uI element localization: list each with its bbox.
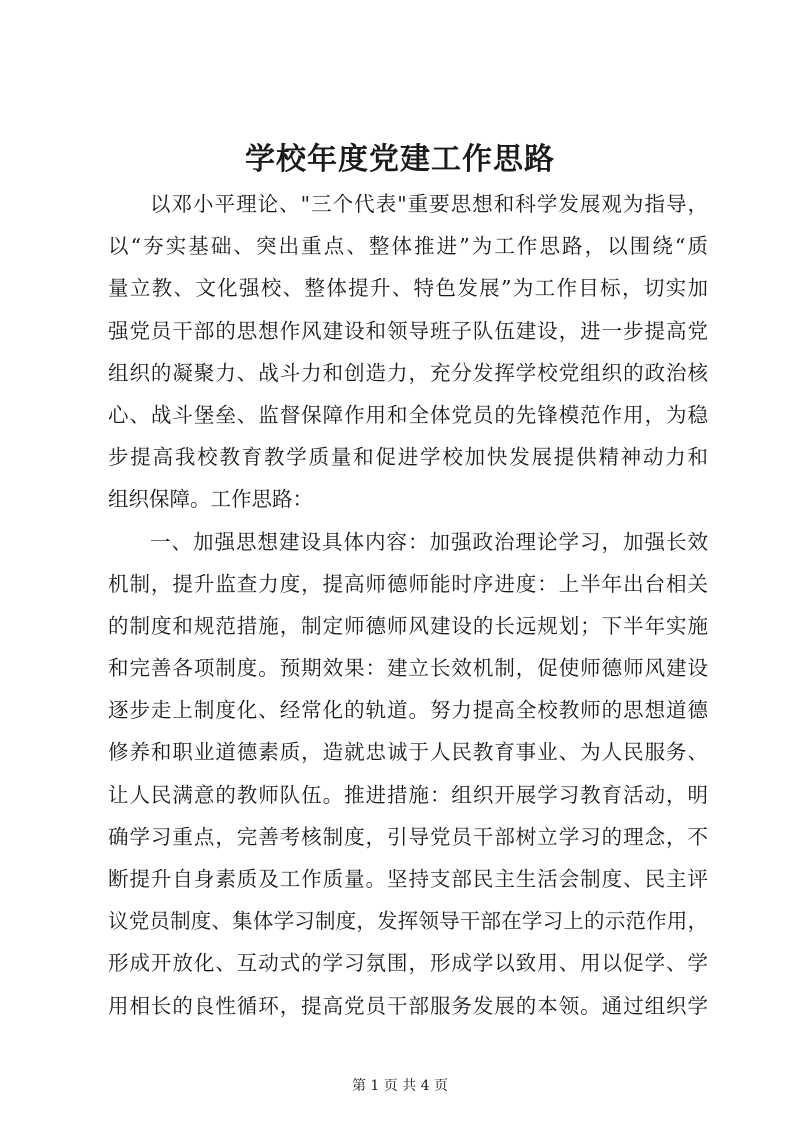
text-line: 和完善各项制度。预期效果：建立长效机制，促使师德师风建设	[108, 656, 708, 681]
text-line: 量立教、文化强校、整体提升、特色发展”为工作目标，切实加	[108, 276, 708, 301]
document-title: 学校年度党建工作思路	[245, 142, 555, 177]
text-line: 以“夯实基础、突出重点、整体推进”为工作思路，以围绕“质	[108, 234, 708, 259]
text-line: 确学习重点，完善考核制度，引导党员干部树立学习的理念，不	[108, 824, 708, 849]
paragraph-2	[108, 521, 708, 1027]
text-line: 断提升自身素质及工作质量。坚持支部民主生活会制度、民主评	[108, 867, 708, 891]
document-body	[108, 183, 708, 1027]
text-line: 形成开放化、互动式的学习氛围，形成学以致用、用以促学、学	[108, 951, 708, 976]
page-number: 第 1 页 共 4 页	[351, 1078, 449, 1094]
text-line: 让人民满意的教师队伍。推进措施：组织开展学习教育活动，明	[108, 782, 708, 807]
text-line: 步提高我校教育教学质量和促进学校加快发展提供精神动力和	[108, 445, 708, 470]
text-line: 一、加强思想建设具体内容：加强政治理论学习，加强长效	[150, 529, 708, 554]
text-line: 组织的凝聚力、战斗力和创造力，充分发挥学校党组织的政治核	[108, 360, 708, 385]
text-line: 组织保障。工作思路：	[108, 487, 313, 512]
paragraph-1	[108, 183, 708, 521]
text-line: 用相长的良性循环，提高党员干部服务发展的本领。通过组织学	[108, 993, 708, 1018]
text-line: 逐步走上制度化、经常化的轨道。努力提高全校教师的思想道德	[108, 698, 708, 723]
text-line: 机制，提升监查力度，提高师德师能时序进度：上半年出台相关	[108, 571, 708, 596]
text-line: 修养和职业道德素质，造就忠诚于人民教育事业、为人民服务、	[108, 740, 708, 765]
text-line: 议党员制度、集体学习制度，发挥领导干部在学习上的示范作用，	[108, 909, 708, 934]
text-line: 强党员干部的思想作风建设和领导班子队伍建设，进一步提高党	[108, 318, 708, 343]
text-line: 以邓小平理论、"三个代表"重要思想和科学发展观为指导，	[150, 192, 708, 216]
text-line: 心、战斗堡垒、监督保障作用和全体党员的先锋模范作用，为稳	[108, 402, 708, 427]
text-line: 的制度和规范措施，制定师德师风建设的长远规划；下半年实施	[108, 613, 708, 638]
